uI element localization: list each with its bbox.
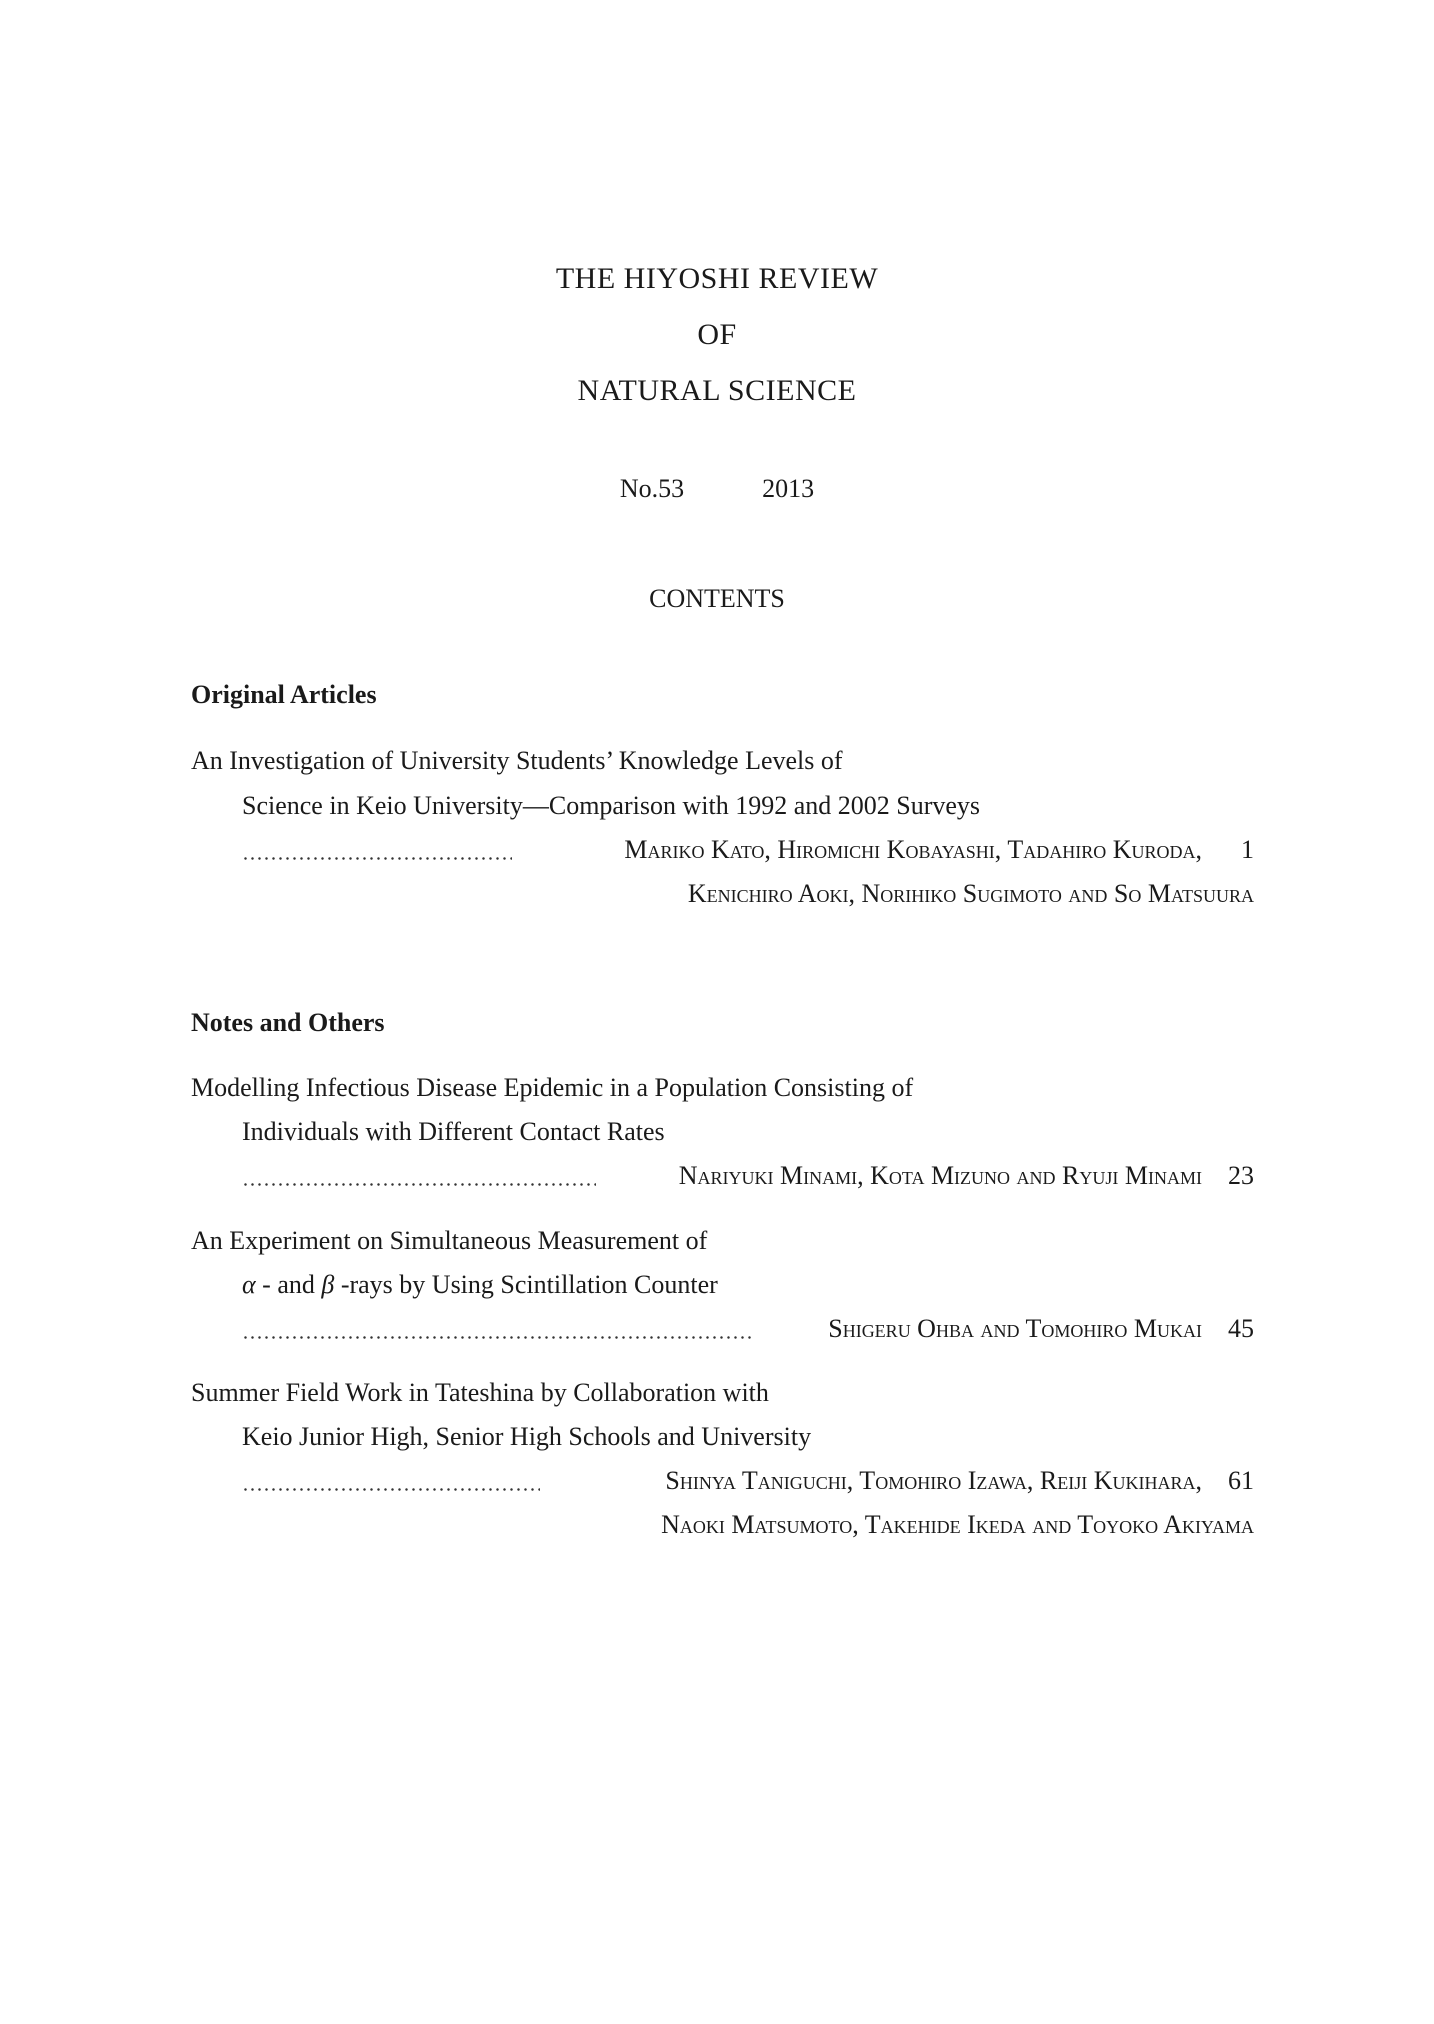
section-heading-original: Original Articles (191, 680, 377, 709)
leader-dots (242, 857, 512, 860)
article-author-row (242, 1466, 1254, 1502)
journal-title-line3: NATURAL SCIENCE (577, 374, 857, 407)
article-author-row (242, 1161, 1254, 1197)
title-text-end: -rays by Using Scintillation Counter (334, 1270, 718, 1299)
leader-dots (242, 1183, 596, 1186)
contents-heading: CONTENTS (649, 584, 785, 613)
issue-year: 2013 (762, 474, 815, 503)
journal-title-line1: THE HIYOSHI REVIEW (555, 262, 879, 295)
leader-dots (242, 1488, 540, 1491)
article-authors-line1: Shinya Taniguchi, Tomohiro Izawa, Reiji Kukihara, (665, 1466, 1202, 1495)
article-title-line2: Individuals with Different Contact Rates (242, 1117, 665, 1146)
issue-number: No.53 (619, 474, 685, 503)
title-text-mid: - and (255, 1270, 322, 1299)
section-heading-notes: Notes and Others (191, 1008, 385, 1037)
article-title-line1: Modelling Infectious Disease Epidemic in a Population Consisting of (191, 1073, 914, 1102)
page-number: 23 (1228, 1161, 1254, 1190)
article-title-line1: Summer Field Work in Tateshina by Collaboration with (191, 1378, 769, 1407)
beta-symbol: β (321, 1270, 335, 1299)
article-authors-line2: Kenichiro Aoki, Norihiko Sugimoto and So Matsuura (687, 879, 1254, 908)
article-author-row (242, 1314, 1254, 1350)
page-number: 45 (1228, 1314, 1254, 1343)
journal-title-line2: OF (697, 318, 737, 351)
page-number: 1 (1241, 835, 1254, 864)
article-authors-line1: Mariko Kato, Hiromichi Kobayashi, Tadahiro Kuroda, (624, 835, 1202, 864)
issue-info (0, 474, 1434, 504)
article-title-line1: An Investigation of University Students’ Knowledge Levels of (191, 746, 843, 775)
article-authors-line1: Shigeru Ohba and Tomohiro Mukai (828, 1314, 1202, 1343)
alpha-symbol: α (242, 1270, 256, 1299)
article-authors-line2: Naoki Matsumoto, Takehide Ikeda and Toyoko Akiyama (661, 1510, 1254, 1539)
article-authors-line1: Nariyuki Minami, Kota Mizuno and Ryuji Minami (678, 1161, 1202, 1190)
leader-dots (242, 1336, 754, 1339)
article-title-line2 (242, 1270, 718, 1300)
page-number: 61 (1228, 1466, 1254, 1495)
article-title-line1: An Experiment on Simultaneous Measurement of (191, 1226, 708, 1255)
article-title-line2: Keio Junior High, Senior High Schools and University (242, 1422, 812, 1451)
article-author-row (242, 835, 1254, 871)
article-title-line2: Science in Keio University—Comparison with 1992 and 2002 Surveys (242, 791, 981, 820)
